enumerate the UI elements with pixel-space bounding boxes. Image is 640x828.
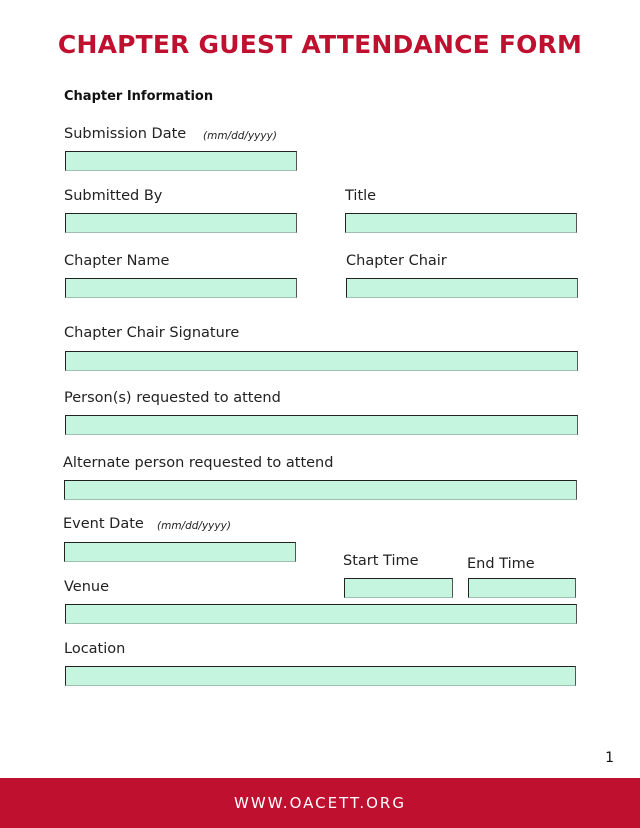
submission-date-hint: (mm/dd/yyyy) — [203, 130, 277, 142]
submitted-by-input[interactable] — [66, 214, 296, 232]
submitted-by-field[interactable] — [65, 213, 297, 233]
submitted-by-label: Submitted By — [64, 188, 163, 204]
end-time-input[interactable] — [469, 579, 575, 597]
end-time-field[interactable] — [468, 578, 576, 598]
start-time-field[interactable] — [344, 578, 453, 598]
chapter-chair-label: Chapter Chair — [346, 253, 447, 269]
chapter-chair-field[interactable] — [346, 278, 578, 298]
persons-requested-field[interactable] — [65, 415, 578, 435]
submission-date-label: Submission Date — [64, 126, 187, 142]
page-number: 1 — [605, 750, 614, 766]
location-field[interactable] — [65, 666, 576, 686]
persons-requested-label: Person(s) requested to attend — [64, 390, 281, 406]
location-label: Location — [64, 641, 126, 657]
location-input[interactable] — [66, 667, 575, 685]
venue-input[interactable] — [66, 605, 576, 623]
chapter-name-field[interactable] — [65, 278, 297, 298]
start-time-input[interactable] — [345, 579, 452, 597]
title-input[interactable] — [346, 214, 576, 232]
alternate-person-field[interactable] — [64, 480, 577, 500]
alternate-person-input[interactable] — [65, 481, 576, 499]
submission-date-field[interactable] — [65, 151, 297, 171]
chapter-name-input[interactable] — [66, 279, 296, 297]
title-label: Title — [345, 188, 377, 204]
chapter-name-label: Chapter Name — [64, 253, 170, 269]
footer-website-link[interactable]: WWW.OACETT.ORG — [234, 794, 406, 812]
alternate-person-label: Alternate person requested to attend — [63, 455, 334, 471]
event-date-field[interactable] — [64, 542, 296, 562]
submission-date-input[interactable] — [66, 152, 296, 170]
persons-requested-input[interactable] — [66, 416, 577, 434]
footer-bar — [0, 778, 640, 828]
chapter-chair-signature-label: Chapter Chair Signature — [64, 325, 240, 341]
section-heading: Chapter Information — [64, 89, 214, 104]
chapter-chair-input[interactable] — [347, 279, 577, 297]
venue-field[interactable] — [65, 604, 577, 624]
start-time-label: Start Time — [343, 553, 419, 569]
chapter-chair-signature-input[interactable] — [66, 352, 577, 370]
form-title: CHAPTER GUEST ATTENDANCE FORM — [57, 30, 583, 59]
title-field[interactable] — [345, 213, 577, 233]
end-time-label: End Time — [467, 556, 535, 572]
event-date-input[interactable] — [65, 543, 295, 561]
chapter-chair-signature-field[interactable] — [65, 351, 578, 371]
venue-label: Venue — [64, 579, 110, 595]
event-date-label: Event Date — [63, 516, 144, 532]
event-date-hint: (mm/dd/yyyy) — [157, 520, 231, 532]
